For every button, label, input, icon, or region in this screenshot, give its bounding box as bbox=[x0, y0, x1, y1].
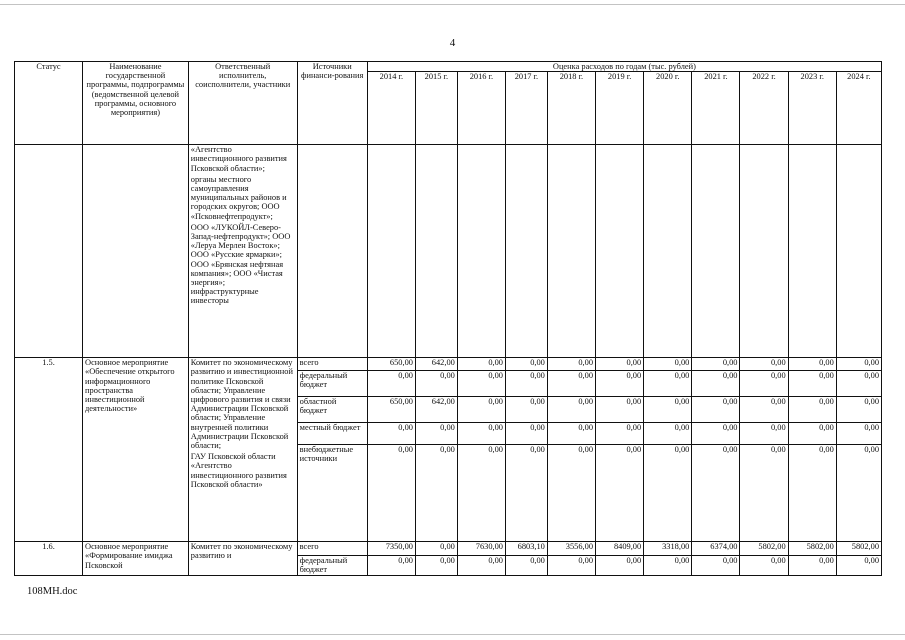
expense-value: 0,00 bbox=[367, 445, 415, 542]
header-year: 2018 г. bbox=[547, 72, 595, 145]
expense-value: 0,00 bbox=[740, 397, 788, 423]
expense-value: 0,00 bbox=[596, 556, 644, 575]
expense-value: 0,00 bbox=[415, 423, 457, 445]
expense-value: 0,00 bbox=[644, 445, 692, 542]
expense-value: 0,00 bbox=[457, 397, 505, 423]
expense-value: 0,00 bbox=[367, 371, 415, 397]
empty-value-cell bbox=[836, 145, 881, 358]
funding-source-label: внебюджетные источники bbox=[297, 445, 367, 542]
header-funding-source: Источники финанси-рования bbox=[297, 62, 367, 145]
funding-source-label: федеральный бюджет bbox=[297, 371, 367, 397]
expense-value: 0,00 bbox=[788, 556, 836, 575]
expense-value: 0,00 bbox=[547, 423, 595, 445]
expense-value: 0,00 bbox=[415, 542, 457, 556]
expense-value: 0,00 bbox=[596, 445, 644, 542]
expense-value: 0,00 bbox=[596, 371, 644, 397]
scan-artifact-bottom bbox=[0, 634, 905, 635]
continuation-status-cell bbox=[15, 145, 83, 358]
executor-paragraph: Комитет по экономическому развитию и bbox=[190, 542, 293, 561]
empty-value-cell bbox=[692, 145, 740, 358]
header-year: 2022 г. bbox=[740, 72, 788, 145]
expense-value: 0,00 bbox=[836, 423, 881, 445]
header-expense-estimate: Оценка расходов по годам (тыс. рублей) bbox=[367, 62, 881, 72]
continuation-source-cell bbox=[297, 145, 367, 358]
executor-paragraph: Комитет по экономическому развитию и инвестиционной политике Псковской области; Управление цифрового развития и связи Администрации Псковской области; Управление внутренней политики Администрации Псковской области; bbox=[190, 358, 293, 451]
executor-paragraph: ООО «ЛУКОЙЛ-Северо-Запад-нефтепродукт»; ООО «Леруа Мерлен Восток»; ООО «Русские ярмарки»; ООО «Брянская нефтяная компания»; ООО «Чистая энергия»; инфраструктурные инвесторы bbox=[190, 222, 291, 306]
header-year: 2024 г. bbox=[836, 72, 881, 145]
expense-value: 0,00 bbox=[692, 556, 740, 575]
expense-value: 0,00 bbox=[692, 358, 740, 371]
empty-value-cell bbox=[505, 145, 547, 358]
expense-value: 0,00 bbox=[547, 358, 595, 371]
expense-value: 0,00 bbox=[547, 397, 595, 423]
expense-value: 0,00 bbox=[505, 423, 547, 445]
footer-filename: 108МН.doc bbox=[27, 586, 78, 597]
expense-value: 0,00 bbox=[788, 397, 836, 423]
expense-value: 0,00 bbox=[644, 358, 692, 371]
header-year: 2023 г. bbox=[788, 72, 836, 145]
expense-value: 0,00 bbox=[788, 445, 836, 542]
expense-value: 0,00 bbox=[457, 358, 505, 371]
expense-value: 0,00 bbox=[740, 371, 788, 397]
expense-value: 0,00 bbox=[740, 423, 788, 445]
row-status: 1.5. bbox=[15, 358, 83, 542]
expense-value: 0,00 bbox=[644, 371, 692, 397]
header-year: 2020 г. bbox=[644, 72, 692, 145]
expense-value: 0,00 bbox=[836, 371, 881, 397]
continuation-executor-cell bbox=[188, 145, 297, 358]
expense-value: 0,00 bbox=[692, 423, 740, 445]
empty-value-cell bbox=[788, 145, 836, 358]
table-row bbox=[15, 358, 882, 371]
expense-value: 650,00 bbox=[367, 358, 415, 371]
expense-value: 0,00 bbox=[692, 445, 740, 542]
header-year: 2017 г. bbox=[505, 72, 547, 145]
expense-value: 0,00 bbox=[415, 556, 457, 575]
expense-value: 0,00 bbox=[644, 397, 692, 423]
expense-value: 0,00 bbox=[596, 397, 644, 423]
expense-value: 0,00 bbox=[788, 371, 836, 397]
empty-value-cell bbox=[644, 145, 692, 358]
expense-value: 0,00 bbox=[505, 371, 547, 397]
table-row bbox=[15, 542, 882, 556]
header-year: 2021 г. bbox=[692, 72, 740, 145]
empty-value-cell bbox=[547, 145, 595, 358]
expense-value: 0,00 bbox=[836, 445, 881, 542]
empty-value-cell bbox=[457, 145, 505, 358]
expense-value: 642,00 bbox=[415, 397, 457, 423]
row-program-name: Основное мероприятие «Обеспечение открытого информационного пространства инвестиционной деятельности» bbox=[83, 358, 189, 542]
funding-source-label: федеральный бюджет bbox=[297, 556, 367, 575]
expense-value: 0,00 bbox=[505, 556, 547, 575]
expense-value: 650,00 bbox=[367, 397, 415, 423]
empty-value-cell bbox=[415, 145, 457, 358]
page-number: 4 bbox=[449, 37, 456, 49]
empty-value-cell bbox=[367, 145, 415, 358]
expenditure-table bbox=[14, 61, 882, 576]
expense-value: 7630,00 bbox=[457, 542, 505, 556]
expense-value: 5802,00 bbox=[788, 542, 836, 556]
expense-value: 0,00 bbox=[457, 445, 505, 542]
expense-value: 0,00 bbox=[788, 423, 836, 445]
executor-paragraph: органы местного самоуправления муниципальных районов и городских округов; ООО «Псковнефтепродукт»; bbox=[190, 174, 287, 221]
expense-value: 6803,10 bbox=[505, 542, 547, 556]
expense-value: 0,00 bbox=[547, 445, 595, 542]
expense-value: 0,00 bbox=[457, 423, 505, 445]
table-body bbox=[15, 62, 882, 576]
row-executor bbox=[188, 542, 297, 575]
funding-source-label: местный бюджет bbox=[297, 423, 367, 445]
expense-value: 0,00 bbox=[505, 397, 547, 423]
expense-value: 7350,00 bbox=[367, 542, 415, 556]
expense-value: 0,00 bbox=[644, 556, 692, 575]
empty-value-cell bbox=[740, 145, 788, 358]
expense-value: 0,00 bbox=[836, 358, 881, 371]
expense-value: 3318,00 bbox=[644, 542, 692, 556]
continuation-row bbox=[15, 145, 882, 358]
expense-value: 0,00 bbox=[596, 423, 644, 445]
empty-value-cell bbox=[596, 145, 644, 358]
expense-value: 642,00 bbox=[415, 358, 457, 371]
expense-value: 0,00 bbox=[596, 358, 644, 371]
continuation-name-cell bbox=[83, 145, 189, 358]
expense-value: 0,00 bbox=[457, 556, 505, 575]
expense-value: 0,00 bbox=[836, 556, 881, 575]
header-status: Статус bbox=[15, 62, 83, 145]
funding-source-label: всего bbox=[297, 542, 367, 556]
expense-value: 0,00 bbox=[836, 397, 881, 423]
expense-value: 3556,00 bbox=[547, 542, 595, 556]
expense-value: 0,00 bbox=[367, 556, 415, 575]
expense-value: 0,00 bbox=[415, 445, 457, 542]
header-program-name: Наименование государственной программы, подпрограммы (ведомственной целевой программы, основного мероприятия) bbox=[83, 62, 189, 145]
header-year: 2016 г. bbox=[457, 72, 505, 145]
expense-value: 0,00 bbox=[740, 445, 788, 542]
expense-value: 0,00 bbox=[505, 445, 547, 542]
expense-value: 0,00 bbox=[367, 423, 415, 445]
funding-source-label: всего bbox=[297, 358, 367, 371]
expense-value: 0,00 bbox=[547, 556, 595, 575]
expense-value: 0,00 bbox=[740, 556, 788, 575]
expense-value: 0,00 bbox=[692, 397, 740, 423]
executor-paragraph: ГАУ Псковской области «Агентство инвестиционного развития Псковской области» bbox=[190, 452, 287, 489]
expense-value: 0,00 bbox=[788, 358, 836, 371]
expense-value: 0,00 bbox=[457, 371, 505, 397]
expense-value: 0,00 bbox=[692, 371, 740, 397]
scan-artifact-top bbox=[0, 4, 905, 5]
header-year: 2015 г. bbox=[415, 72, 457, 145]
expense-value: 0,00 bbox=[547, 371, 595, 397]
funding-source-label: областной бюджет bbox=[297, 397, 367, 423]
header-year: 2019 г. bbox=[596, 72, 644, 145]
expense-value: 0,00 bbox=[740, 358, 788, 371]
expense-value: 8409,00 bbox=[596, 542, 644, 556]
expense-value: 0,00 bbox=[644, 423, 692, 445]
header-executor: Ответственный исполнитель, соисполнители, участники bbox=[188, 62, 297, 145]
row-executor bbox=[188, 358, 297, 542]
expense-value: 0,00 bbox=[415, 371, 457, 397]
row-program-name: Основное мероприятие «Формирование имиджа Псковской bbox=[83, 542, 189, 575]
row-status: 1.6. bbox=[15, 542, 83, 575]
header-year: 2014 г. bbox=[367, 72, 415, 145]
expense-value: 5802,00 bbox=[740, 542, 788, 556]
expense-value: 5802,00 bbox=[836, 542, 881, 556]
executor-paragraph: «Агентство инвестиционного развития Псковской области»; bbox=[190, 145, 287, 173]
header-row bbox=[15, 62, 882, 72]
expense-value: 6374,00 bbox=[692, 542, 740, 556]
expense-value: 0,00 bbox=[505, 358, 547, 371]
